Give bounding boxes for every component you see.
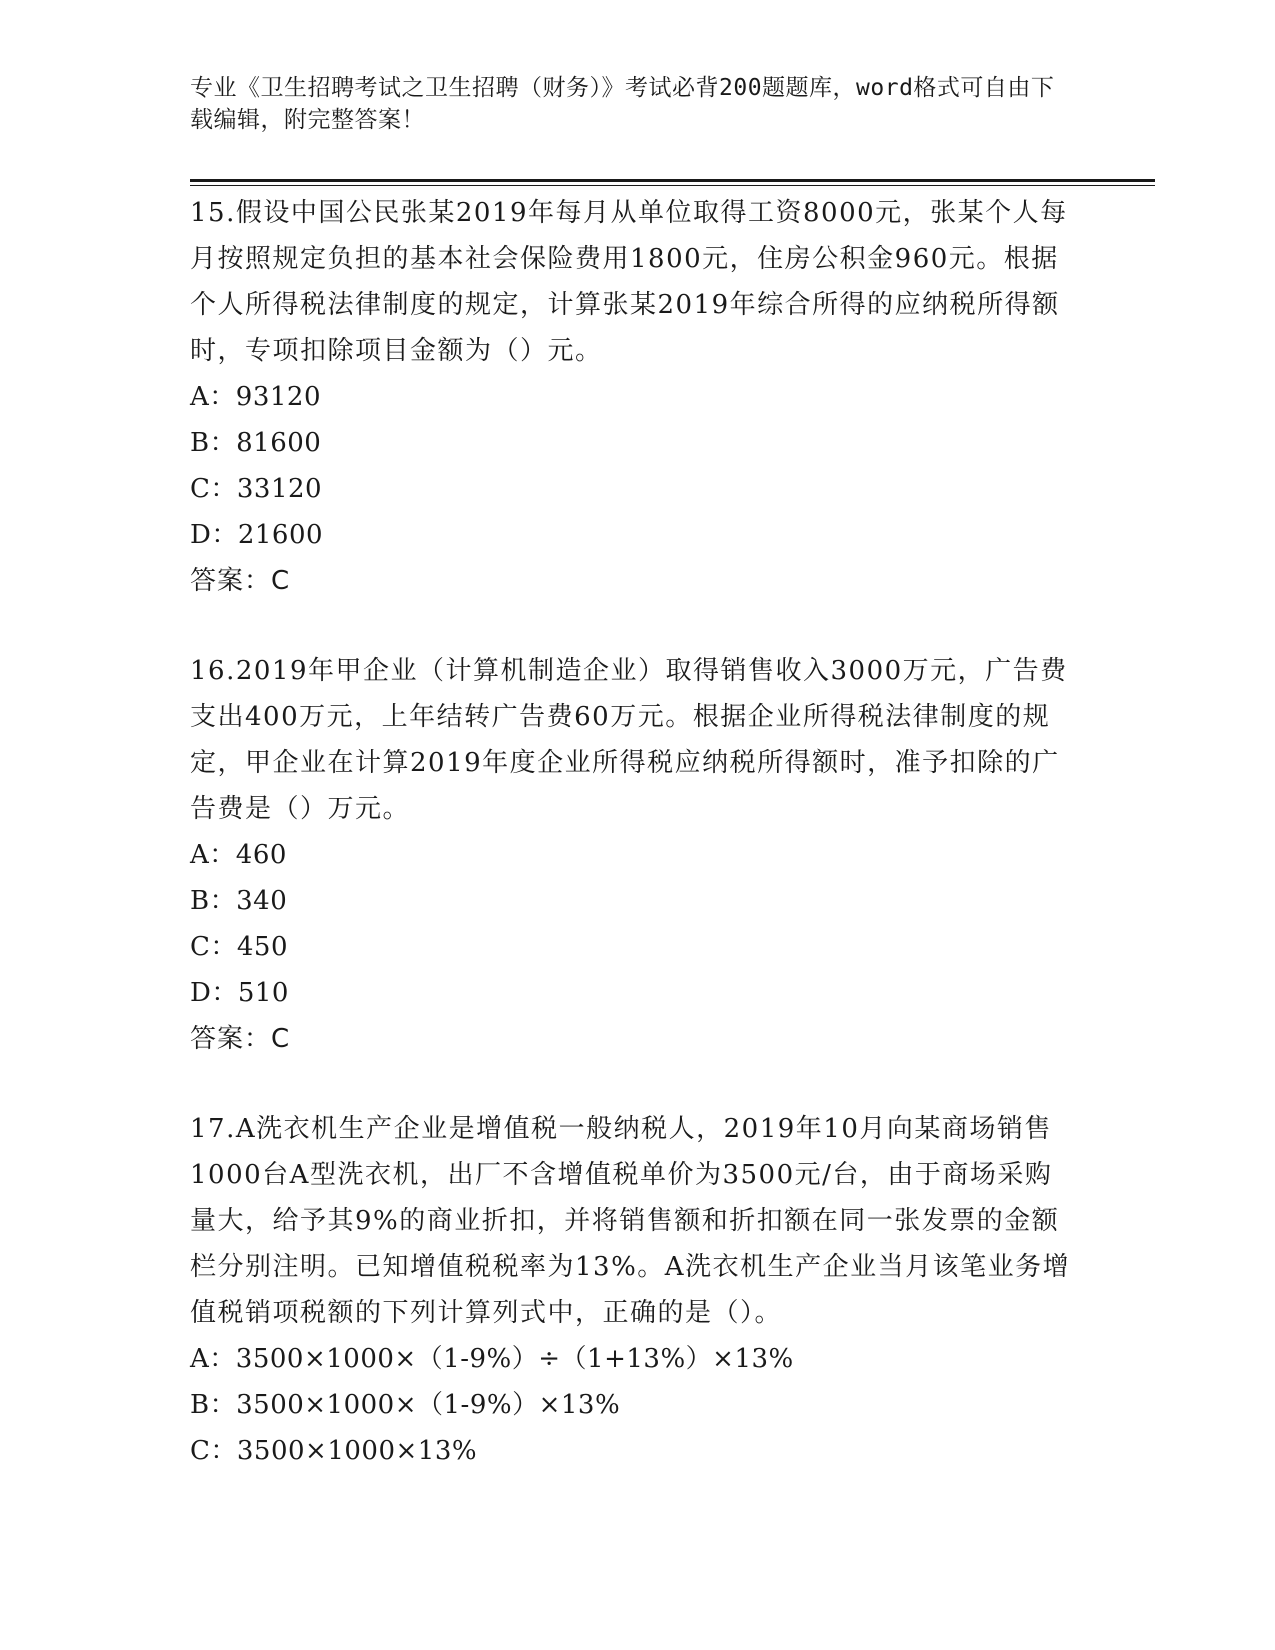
document-header: 专业《卫生招聘考试之卫生招聘（财务）》考试必背200题题库，word格式可自由下载编辑，附完整答案！ [190, 75, 1055, 133]
option-c: C：450 [190, 932, 289, 962]
answer-line: 答案：C [190, 566, 291, 596]
option-b: B：3500×1000×（1-9%）×13% [190, 1390, 621, 1420]
question-16 [190, 648, 1075, 1062]
question-spacer [190, 1062, 1075, 1106]
option-a: A：3500×1000×（1-9%）÷（1+13%）×13% [190, 1344, 794, 1374]
question-17 [190, 1106, 1075, 1474]
option-d: D：510 [190, 978, 289, 1008]
header-divider-thin [190, 185, 1155, 186]
answer-line: 答案：C [190, 1024, 291, 1054]
question-text: 15.假设中国公民张某2019年每月从单位取得工资8000元，张某个人每月按照规定负担的基本社会保险费用1800元，住房公积金960元。根据个人所得税法律制度的规定，计算张某2019年综合所得的应纳税所得额时，专项扣除项目金额为（）元。 [190, 198, 1068, 366]
header-divider-thick [190, 179, 1155, 182]
option-c: C：33120 [190, 474, 323, 504]
option-b: B：81600 [190, 428, 322, 458]
option-a: A：93120 [190, 382, 321, 412]
question-spacer [190, 604, 1075, 648]
question-text: 16.2019年甲企业（计算机制造企业）取得销售收入3000万元，广告费支出400万元，上年结转广告费60万元。根据企业所得税法律制度的规定，甲企业在计算2019年度企业所得税应纳税所得额时，准予扣除的广告费是（）万元。 [190, 656, 1068, 824]
question-15 [190, 190, 1075, 604]
option-c: C：3500×1000×13% [190, 1436, 478, 1466]
option-b: B：340 [190, 886, 288, 916]
option-d: D：21600 [190, 520, 324, 550]
question-list [190, 190, 1075, 1474]
question-text: 17.A洗衣机生产企业是增值税一般纳税人，2019年10月向某商场销售1000台A型洗衣机，出厂不含增值税单价为3500元/台，由于商场采购量大，给予其9%的商业折扣，并将销售额和折扣额在同一张发票的金额栏分别注明。已知增值税税率为13%。A洗衣机生产企业当月该笔业务增值税销项税额的下列计算列式中，正确的是（）。 [190, 1114, 1071, 1328]
option-a: A：460 [190, 840, 287, 870]
